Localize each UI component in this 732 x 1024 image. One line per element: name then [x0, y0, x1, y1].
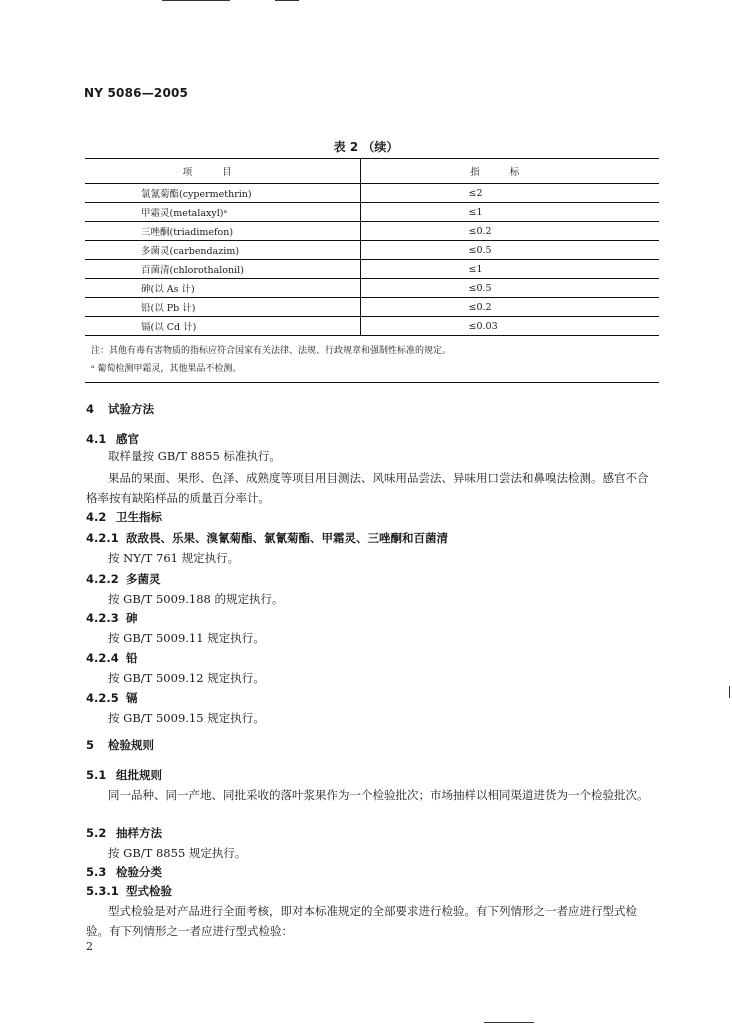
section-heading [86, 881, 172, 901]
section-heading [86, 569, 161, 589]
row-item: 多菌灵(carbendazim) [85, 241, 360, 260]
table-row [85, 241, 659, 260]
section-title: 感官 [116, 432, 139, 446]
row-item: 砷(以 As 计) [85, 279, 360, 298]
section-number: 4 [86, 402, 95, 416]
table-row [85, 203, 659, 222]
section-title: 砷 [126, 611, 138, 625]
section-number: 4.2.3 [86, 611, 119, 625]
row-value: ≤0.2 [360, 298, 659, 317]
section-heading [86, 862, 162, 882]
page-number: 2 [86, 940, 93, 953]
row-item: 三唑酮(triadimefon) [85, 222, 360, 241]
section-number: 4.2.2 [86, 572, 119, 586]
section-heading [86, 823, 162, 843]
table-title: 表 2 （续） [333, 140, 399, 154]
section-heading [86, 507, 162, 527]
section-title: 敌敌畏、乐果、溴氰菊酯、氯氰菊酯、甲霜灵、三唑酮和百菌清 [126, 531, 448, 545]
table-row [85, 298, 659, 317]
section-heading [86, 399, 154, 419]
row-value: ≤1 [360, 203, 659, 222]
paragraph: 按 GB/T 8855 规定执行。 [108, 846, 247, 860]
col-header-value: 指标 [360, 159, 659, 184]
section-title: 型式检验 [126, 884, 172, 898]
section-number: 5.3.1 [86, 884, 119, 898]
paragraph: 果品的果面、果形、色泽、成熟度等项目用目测法、风味用品尝法、异味用口尝法和鼻嗅法检测。感官不合格率按有缺陷样品的质量百分率计。 [86, 471, 649, 505]
section-number: 4.2.5 [86, 691, 119, 705]
section-heading [86, 528, 448, 548]
table-row [85, 279, 659, 298]
section-number: 4.2.1 [86, 531, 119, 545]
row-value: ≤0.2 [360, 222, 659, 241]
section-title: 试验方法 [108, 402, 154, 416]
paragraph: 同一品种、同一产地、同批采收的落叶浆果作为一个检验批次；市场抽样以相同渠道进货为一个检验批次。 [108, 788, 649, 802]
section-heading [86, 765, 162, 785]
paragraph: 取样量按 GB/T 8855 标准执行。 [108, 449, 281, 463]
scan-mark-right [729, 686, 730, 698]
section-title: 铅 [126, 651, 138, 665]
paragraph: 按 GB/T 5009.15 规定执行。 [108, 711, 265, 725]
table-row [85, 260, 659, 279]
section-title: 组批规则 [116, 768, 162, 782]
section-title: 抽样方法 [116, 826, 162, 840]
section-number: 5.2 [86, 826, 107, 840]
row-item: 镉(以 Cd 计) [85, 317, 360, 336]
row-value: ≤0.03 [360, 317, 659, 336]
table-note: 注：其他有毒有害物质的指标应符合国家有关法律、法规、行政规章和强制性标准的规定。 [91, 346, 452, 356]
row-item: 氯氰菊酯(cypermethrin) [85, 184, 360, 203]
section-number: 4.1 [86, 432, 107, 446]
col-header-item: 项目 [85, 159, 360, 184]
table-row [85, 222, 659, 241]
section-heading [86, 648, 138, 668]
section-heading [86, 688, 138, 708]
row-value: ≤0.5 [360, 279, 659, 298]
paragraph: 型式检验是对产品进行全面考核，即对本标准规定的全部要求进行检验。有下列情形之一者应进行型式检验。有下列情形之一者应进行型式检验： [86, 904, 637, 938]
row-item: 百菌清(chlorothalonil) [85, 260, 360, 279]
table-row [85, 184, 659, 203]
table-header-row [85, 159, 659, 184]
row-item: 甲霜灵(metalaxyl)ᵃ [85, 203, 360, 222]
table-row [85, 317, 659, 336]
section-number: 4.2 [86, 510, 107, 524]
section-title: 检验规则 [108, 738, 154, 752]
section-title: 镉 [126, 691, 138, 705]
section-number: 5 [86, 738, 95, 752]
row-value: ≤2 [360, 184, 659, 203]
paragraph: 按 NY/T 761 规定执行。 [108, 551, 240, 565]
section-number: 4.2.4 [86, 651, 119, 665]
row-item: 铅(以 Pb 计) [85, 298, 360, 317]
row-value: ≤1 [360, 260, 659, 279]
section-heading [86, 608, 138, 628]
paragraph: 按 GB/T 5009.11 规定执行。 [108, 631, 265, 645]
table-notes [85, 336, 659, 383]
spec-table [85, 158, 659, 379]
section-title: 卫生指标 [116, 510, 162, 524]
paragraph: 按 GB/T 5009.188 的规定执行。 [108, 592, 284, 606]
document-code: NY 5086—2005 [84, 86, 189, 100]
section-number: 5.3 [86, 865, 107, 879]
section-number: 5.1 [86, 768, 107, 782]
scan-mark-top-2 [275, 0, 299, 1]
scan-mark-top-1 [162, 0, 230, 1]
section-title: 多菌灵 [126, 572, 161, 586]
row-value: ≤0.5 [360, 241, 659, 260]
paragraph: 按 GB/T 5009.12 规定执行。 [108, 671, 265, 685]
table-footnote: ᵃ 葡萄检测甲霜灵，其他果品不检测。 [91, 364, 242, 374]
section-title: 检验分类 [116, 865, 162, 879]
scan-mark-bottom [484, 1022, 534, 1023]
section-heading [86, 735, 154, 755]
